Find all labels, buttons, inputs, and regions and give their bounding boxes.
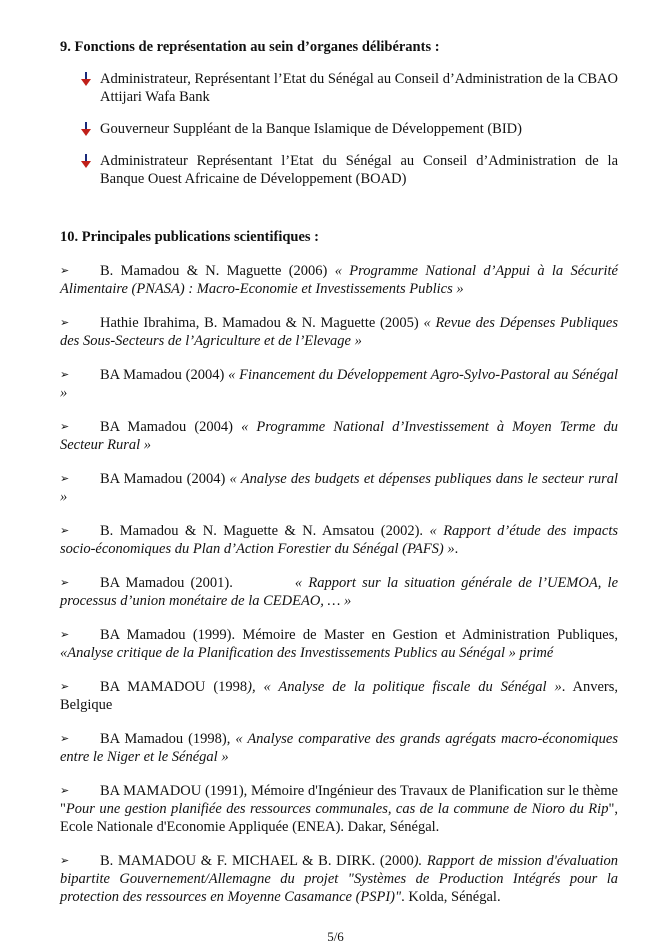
bullet-arrow-icon: ➢ (60, 577, 70, 589)
section-10-heading: 10. Principales publications scientifiques : (60, 229, 320, 245)
publication-item: ➢ BA Mamadou (2001). « Rapport sur la situation générale de l’UEMOA, le processus d’union monétaire de la CEDEAO, … » (60, 575, 619, 609)
list-item-text: Administrateur Représentant l’Etat du Sénégal au Conseil d’Administration de la Banque Ouest Africaine de Développement (BOAD) (100, 153, 618, 187)
bullet-arrow-icon: ➢ (60, 265, 70, 277)
bullet-arrow-icon: ➢ (60, 317, 70, 329)
bullet-arrow-icon: ➢ (60, 525, 70, 537)
publication-item: ➢ BA Mamadou (1999). Mémoire de Master en Gestion et Administration Publiques, «Analyse critique de la Planification des Investissements Publics au Sénégal » primé (60, 627, 618, 661)
publication-item: ➢ B. MAMADOU & F. MICHAEL & B. DIRK. (2000). Rapport de mission d'évaluation bipartite Gouvernement/Allemagne du projet "Systèmes de Production Intégrés pour la protection des ressources en Moyenne Casamance (PSPI)". Kolda, Sénégal. (60, 853, 618, 905)
bullet-arrow-icon: ➢ (60, 421, 70, 433)
down-arrow-icon (80, 121, 92, 137)
bullet-arrow-icon: ➢ (60, 473, 70, 485)
publication-item: ➢ BA Mamadou (2004) « Financement du Développement Agro-Sylvo-Pastoral au Sénégal » (60, 367, 619, 401)
bullet-arrow-icon: ➢ (60, 629, 70, 641)
list-item (78, 70, 618, 106)
publication-item: ➢ BA Mamadou (2004) « Programme National d’Investissement à Moyen Terme du Secteur Rural » (60, 419, 619, 453)
publication-item: ➢ Hathie Ibrahima, B. Mamadou & N. Maguette (2005) « Revue des Dépenses Publiques des Sous-Secteurs de l’Agriculture et de l’Elevage » (60, 315, 618, 349)
bullet-arrow-icon: ➢ (60, 733, 70, 745)
bullet-arrow-icon: ➢ (60, 369, 70, 381)
publication-item: ➢ BA Mamadou (1998), « Analyse comparative des grands agrégats macro-économiques entre le Niger et le Sénégal » (60, 731, 618, 765)
representation-list (78, 70, 618, 202)
publication-item: ➢ B. Mamadou & N. Maguette & N. Amsatou (2002). « Rapport d’étude des impacts socio-économiques du Plan d’Action Forestier du Sénégal (PAFS) ». (60, 523, 618, 557)
publication-item: ➢ B. Mamadou & N. Maguette (2006) « Programme National d’Appui à la Sécurité Alimentaire (PNASA) : Macro-Economie et Investissements Publics » (60, 263, 618, 297)
down-arrow-icon (80, 153, 92, 169)
list-item-text: Administrateur, Représentant l’Etat du Sénégal au Conseil d’Administration de la CBAO Attijari Wafa Bank (100, 71, 618, 105)
section-9-heading: 9. Fonctions de représentation au sein d’organes délibérants : (60, 39, 440, 55)
list-item (78, 152, 618, 188)
list-item (78, 120, 618, 138)
bullet-arrow-icon: ➢ (60, 785, 70, 797)
publication-item: ➢ BA Mamadou (2004) « Analyse des budgets et dépenses publiques dans le secteur rural » (60, 471, 619, 505)
list-item-text: Gouverneur Suppléant de la Banque Islamique de Développement (BID) (100, 121, 522, 137)
bullet-arrow-icon: ➢ (60, 855, 70, 867)
bullet-arrow-icon: ➢ (60, 681, 70, 693)
publications-list (60, 262, 618, 922)
publication-item: ➢ BA MAMADOU (1998), « Analyse de la politique fiscale du Sénégal ». Anvers, Belgique (60, 679, 618, 713)
page-number: 5/6 (327, 929, 344, 944)
publication-item: ➢ BA MAMADOU (1991), Mémoire d'Ingénieur des Travaux de Planification sur le thème "Pour une gestion planifiée des ressources communales, cas de la commune de Nioro du Rip", Ecole Nationale d'Economie Appliquée (ENEA). Dakar, Sénégal. (60, 783, 618, 835)
down-arrow-icon (80, 71, 92, 87)
